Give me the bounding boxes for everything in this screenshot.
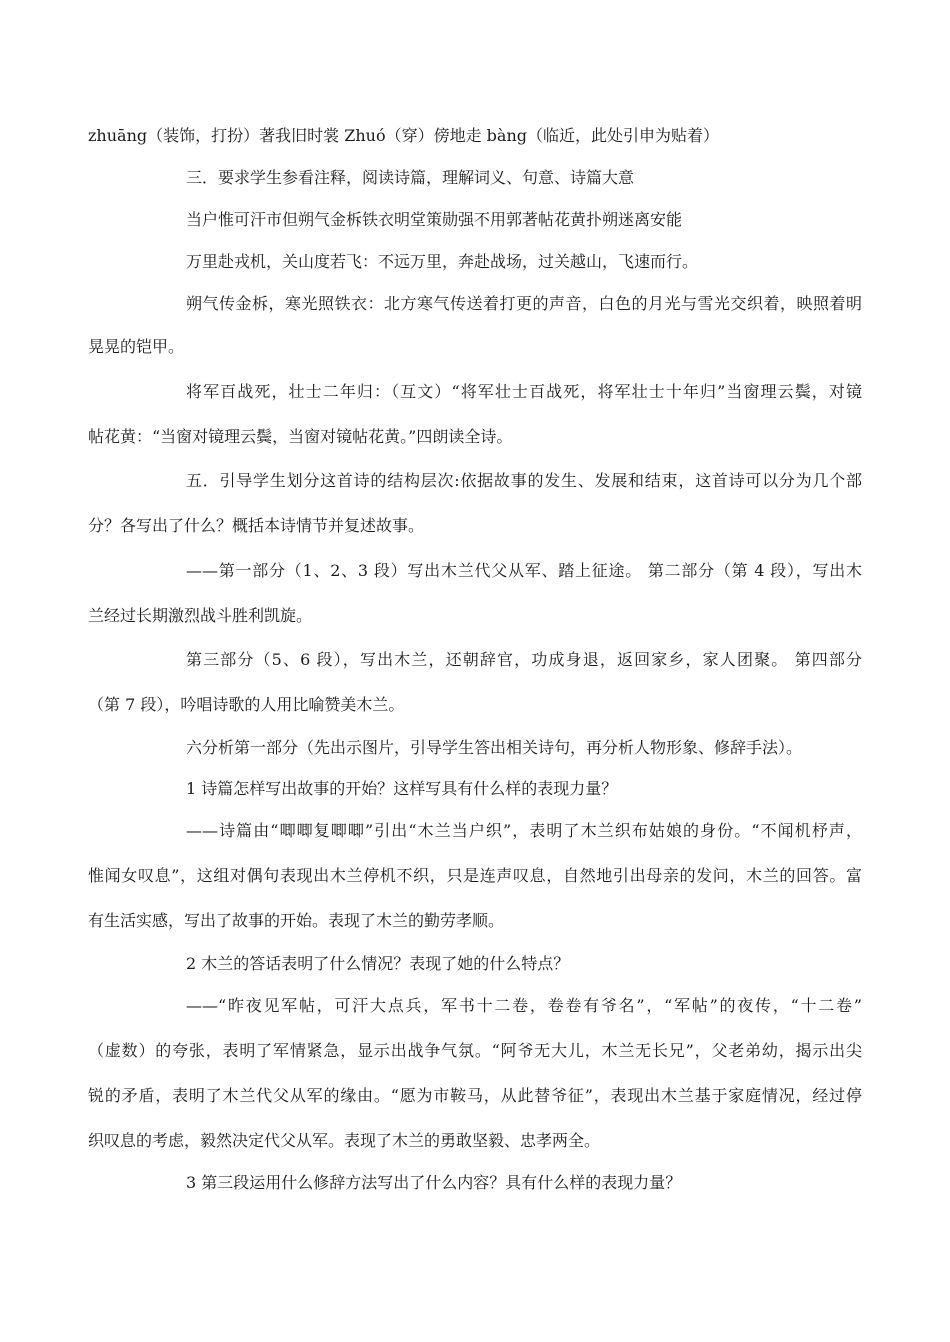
question-2: 2 木兰的答话表明了什么情况？表现了她的什么特点？ (186, 954, 570, 973)
text-line-verse-explanation-3-cont: 帖花黄：“当窗对镜理云鬓，当窗对镜帖花黄。”四朗读全诗。 (88, 427, 513, 446)
text-line-structure-1: ——第一部分（1、2、3 段）写出木兰代父从军、踏上征途。 第二部分（第 4 段），写出木 (186, 561, 862, 580)
text-line-key-words: 当户惟可汗市但朔气金柝铁衣明堂策勋强不用郭著帖花黄扑朔迷离安能 (186, 210, 683, 229)
section-heading-five: 五．引导学生划分这首诗的结构层次:依据故事的发生、发展和结束，这首诗可以分为几个部 (186, 471, 862, 490)
answer-1-line-1: ——诗篇由“唧唧复唧唧”引出“木兰当户织”，表明了木兰织布姑娘的身份。“不闻机杼声， (186, 821, 862, 840)
question-1: 1 诗篇怎样写出故事的开始？这样写具有什么样的表现力量？ (186, 779, 618, 798)
text-line-structure-1-cont: 兰经过长期激烈战斗胜利凯旋。 (88, 606, 313, 625)
question-3: 3 第三段运用什么修辞方法写出了什么内容？具有什么样的表现力量？ (186, 1173, 682, 1192)
text-line-pronunciation-notes: zhuāng（装饰，打扮）著我旧时裳 Zhuó（穿）傍地走 bàng（临近，此处引申为贴着） (88, 126, 719, 145)
text-line-verse-explanation-2-cont: 晃晃的铠甲。 (88, 337, 185, 356)
text-line-verse-explanation-1: 万里赴戎机，关山度若飞：不远万里，奔赴战场，过关越山，飞速而行。 (186, 252, 699, 271)
section-heading-five-cont: 分？各写出了什么？概括本诗情节并复述故事。 (88, 516, 425, 535)
text-line-structure-2: 第三部分（5、6 段），写出木兰，还朝辞官，功成身退，返回家乡，家人团聚。 第四部分 (186, 650, 862, 669)
answer-1-line-2: 惟闻女叹息”，这组对偶句表现出木兰停机不织，只是连声叹息，自然地引出母亲的发问，木兰的回答。富 (88, 866, 862, 885)
answer-2-line-4: 织叹息的考虑，毅然决定代父从军。表现了木兰的勇敢坚毅、忠孝两全。 (88, 1131, 601, 1150)
text-line-structure-2-cont: （第 7 段），吟唱诗歌的人用比喻赞美木兰。 (88, 695, 405, 714)
text-line-verse-explanation-2: 朔气传金柝，寒光照铁衣：北方寒气传送着打更的声音，白色的月光与雪光交织着，映照着明 (186, 294, 862, 313)
section-heading-six: 六分析第一部分（先出示图片，引导学生答出相关诗句，再分析人物形象、修辞手法）。 (186, 738, 803, 757)
section-heading-three: 三．要求学生参看注释，阅读诗篇，理解词义、句意、诗篇大意 (186, 168, 635, 187)
answer-2-line-3: 锐的矛盾，表明了木兰代父从军的缘由。“愿为市鞍马，从此替爷征”，表现出木兰基于家庭情况，经过停 (88, 1086, 862, 1105)
answer-1-line-3: 有生活实感，写出了故事的开始。表现了木兰的勤劳孝顺。 (88, 911, 505, 930)
answer-2-line-1: ——“昨夜见军帖，可汗大点兵，军书十二卷，卷卷有爷名”，“军帖”的夜传，“十二卷” (186, 996, 862, 1015)
answer-2-line-2: （虚数）的夸张，表明了军情紧急，显示出战争气氛。“阿爷无大儿，木兰无长兄”，父老弟幼，揭示出尖 (88, 1041, 862, 1060)
text-line-verse-explanation-3: 将军百战死，壮士二年归：（互文）“将军壮士百战死，将军壮士十年归”当窗理云鬓，对镜 (186, 382, 862, 401)
